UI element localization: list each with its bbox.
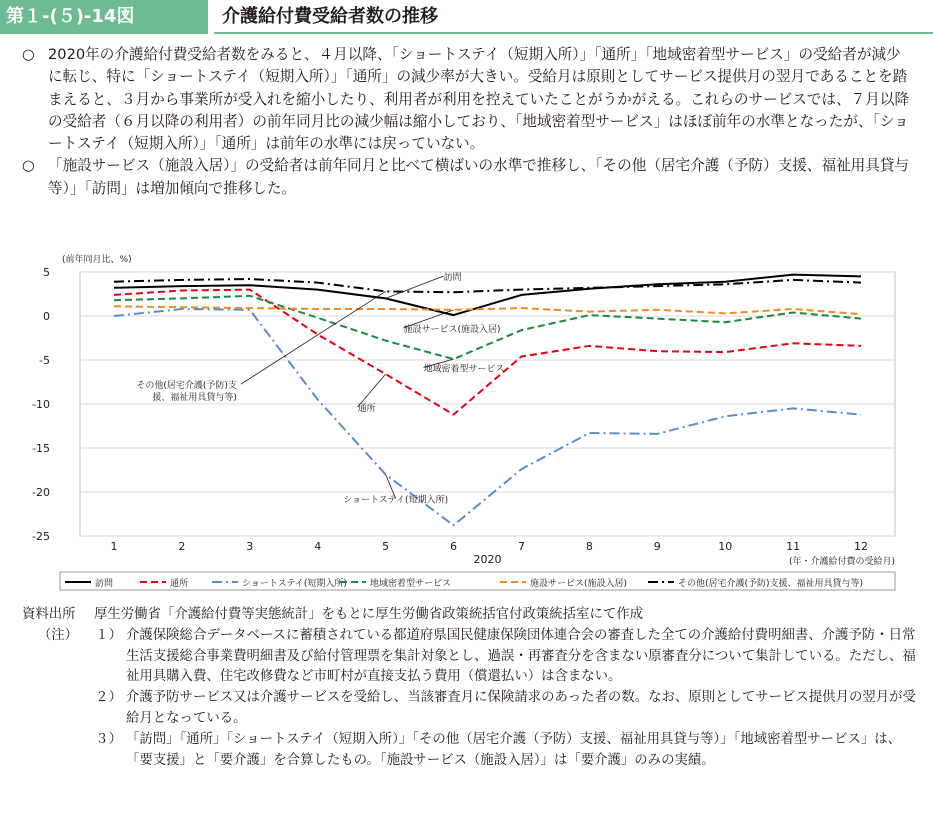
series-annotation: 通所 [357,404,376,415]
source-line [22,605,917,626]
y-tick-label: -5 [39,354,50,367]
notes-section [22,605,917,771]
legend-label: 通所 [170,579,189,589]
annotation-pointer [241,291,386,384]
x-tick-label: 7 [517,540,525,553]
annotation-pointer [358,374,386,407]
legend-label: その他(居宅介護(予防)支援、福祉用具貸与等) [678,579,864,589]
y-tick-label: -25 [32,530,50,543]
unit-label: (前年同月比、%) [62,255,132,265]
series-line [114,309,861,525]
year-label: 2020 [473,553,502,566]
x-tick-label: 5 [382,540,390,553]
series-line [114,306,861,314]
note-text: 「訪問」「通所」「ショートステイ（短期入所）」「その他（居宅介護（予防）支援、福祉用具貸与等）」「地域密着型サービス」は、「要支援」と「要介護」を合算したもの。「施設サービス（施設入居）」は「要介護」のみの実績。 [126,731,902,768]
chart-svg [32,252,910,597]
series-annotation: ショートステイ(短期入所) [343,495,449,506]
figure-title: 介護給付費受給者数の推移 [214,0,933,34]
note-text: 介護保険総合データベースに蓄積されている都道府県国民健康保険団体連合会の審査した全ての介護給付費明細書、介護予防・日常生活支援総合事業費明細書及び給付管理票を集計対象とし、過誤・再審査分を含まない原審査分について集計している。ただし、福祉用具購入費、住宅改修費など市町村が直接支払う費用（償還払い）は含まない。 [126,627,916,685]
figure-number: 第１-(５)-14図 [0,0,208,34]
x-axis-label: (年・介護給付費の受給月) [788,557,895,567]
bullet-mark: ○ [22,157,35,175]
x-tick-label: 6 [450,540,458,553]
source-text: 厚生労働省「介護給付費等実態統計」をもとに厚生労働省政策統括官付政策統括室にて作成 [94,607,644,622]
legend-label: ショートステイ(短期入所) [242,579,347,589]
bullet-mark: ○ [22,46,35,63]
x-tick-label: 3 [246,540,254,553]
note-item [22,688,917,730]
notes-label: （注） [37,627,79,643]
note-item [22,626,917,688]
summary-bullets [22,44,914,200]
x-tick-label: 12 [854,540,869,553]
annotation-pointer [386,276,444,298]
series-annotation: 施設サービス(施設入居) [403,324,501,335]
x-tick-label: 9 [653,540,661,553]
series-annotation: その他(居宅介護(予防)支 [136,381,237,392]
x-tick-label: 4 [314,540,322,553]
series-annotation: 訪問 [443,273,462,283]
bullet-text: 2020年の介護給付費受給者数をみると、４月以降、「ショートステイ（短期入所）」「通所」「地域密着型サービス」の受給者が減少に転じ、特に「ショートステイ（短期入所）」「通所」の減少率が大きい。受給月は原則としてサービス提供月の翌月であることを踏まえると、３月から事業所が受入れを縮小したり、利用者が利用を控えていたことがうかがえる。これらのサービスでは、７月以降の受給者（６月以降の利用者）の前年同月比の減少幅は縮小しており、「地域密着型サービス」はほぼ前年の水準となったが、「ショートステイ（短期入所）」「通所」は前年の水準には戻っていない。 [48,46,910,153]
y-tick-label: -10 [32,398,50,411]
y-tick-label: -20 [32,486,50,499]
x-tick-label: 2 [178,540,186,553]
source-label: 資料出所 [22,607,76,622]
x-tick-label: 8 [585,540,593,553]
legend-label: 地域密着型サービス [370,579,452,589]
note-text: 介護予防サービス又は介護サービスを受給し、当該審査月に保険請求のあった者の数。なお、原則としてサービス提供月の翌月が受給月となっている。 [126,690,916,726]
series-line [114,275,861,316]
series-annotation: 援、福祉用具貸与等) [152,393,237,404]
series-annotation: 地域密着型サービス [423,364,505,375]
x-tick-label: 11 [786,540,801,553]
y-tick-label: 0 [43,310,50,323]
y-tick-label: -15 [32,442,50,455]
x-tick-label: 1 [110,540,118,553]
note-number: ３） [95,731,122,747]
legend-label: 施設サービス(施設入居) [530,579,628,589]
legend-label: 訪問 [95,579,114,589]
note-number: １） [95,627,122,643]
note-item [22,730,917,772]
note-number: ２） [95,690,122,706]
summary-bullet [22,155,914,200]
line-chart [32,252,910,597]
y-tick-label: 5 [43,266,50,279]
summary-bullet [22,44,914,155]
x-tick-label: 10 [718,540,733,553]
title-bar [0,0,933,34]
bullet-text: 「施設サービス（施設入居）」の受給者は前年同月と比べて横ばいの水準で推移し、「その他（居宅介護（予防）支援、福祉用具貸与等）」「訪問」は増加傾向で推移した。 [48,157,910,197]
